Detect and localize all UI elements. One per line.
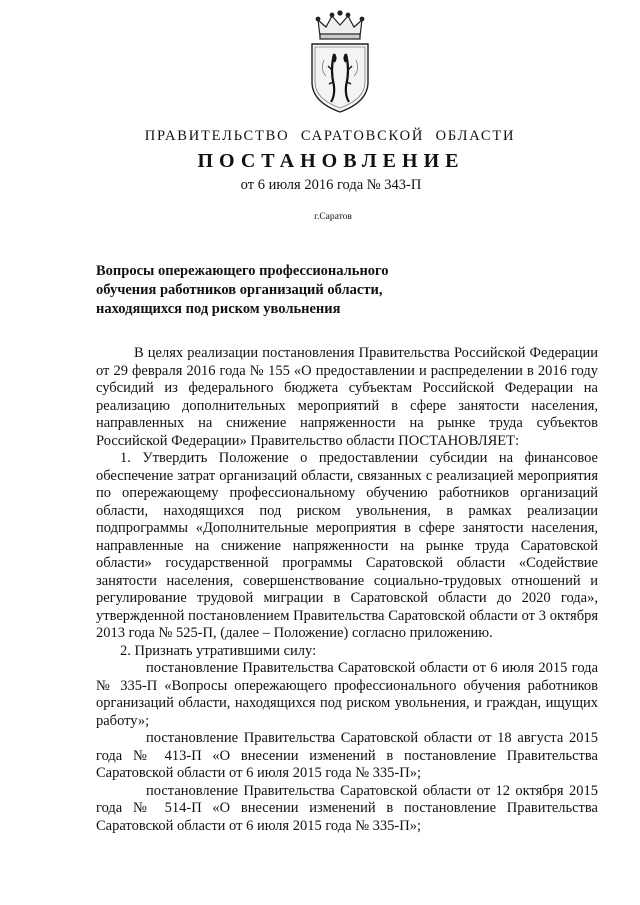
body-paragraph: постановление Правительства Саратовской области от 18 августа 2015 года № 413-П «О внесении изменений в постановление Правительства Саратовской области от 6 июля 2015 года № 335-П»; xyxy=(96,730,598,781)
body-paragraph: В целях реализации постановления Правительства Российской Федерации от 29 февраля 2016 года № 155 «О предоставлении и распределении в 2016 году субсидий из федерального бюджета субъектам Российской Федерации на реализацию дополнительных мероприятий в сфере занятости населения, направленных на снижение напряженности на рынке труда субъектов Российской Федерации» Правительство области ПОСТАНОВЛЯЕТ: xyxy=(96,345,598,449)
government-name: ПРАВИТЕЛЬСТВО САРАТОВСКОЙ ОБЛАСТИ xyxy=(144,128,516,144)
title-line: Вопросы опережающего профессионального xyxy=(96,263,389,279)
document-body xyxy=(96,345,598,835)
document-city: г.Саратов xyxy=(314,212,352,222)
title-line: обучения работников организаций области, xyxy=(96,282,383,298)
body-paragraph: 1. Утвердить Положение о предоставлении субсидии на финансовое обеспечение затрат организаций области, связанных с реализацией мероприятия по опережающему профессиональному обучению работников организаций области, находящихся под риском увольнения, в рамках реализации подпрограммы «Дополнительные мероприятия в сфере занятости населения, направленные на снижение напряженности на рынке труда Саратовской области» государственной программы Саратовской области «Содействие занятости населения, совершенствование социально-трудовых отношений и регулирование трудовой миграции в Саратовской области до 2020 года», утвержденной постановлением Правительства Саратовской области от 3 октября 2013 года № 525-П, (далее – Положение) согласно приложению. xyxy=(96,450,598,641)
document-date-number: от 6 июля 2016 года № 343-П xyxy=(240,177,422,193)
coat-of-arms-icon xyxy=(304,10,376,116)
document-title xyxy=(96,262,436,319)
body-paragraph: постановление Правительства Саратовской области от 12 октября 2015 года № 514-П «О внесении изменений в постановление Правительства Саратовской области от 6 июля 2015 года № 335-П»; xyxy=(96,782,598,834)
body-paragraph: постановление Правительства Саратовской области от 6 июля 2015 года № 335-П «Вопросы опережающего профессионального обучения работников организаций области, находящихся под риском увольнения, и граждан, ищущих работу»; xyxy=(96,660,598,729)
document-type: ПОСТАНОВЛЕНИЕ xyxy=(197,150,465,172)
title-line: находящихся под риском увольнения xyxy=(96,301,341,317)
body-paragraph: 2. Признать утратившими силу: xyxy=(120,642,317,659)
